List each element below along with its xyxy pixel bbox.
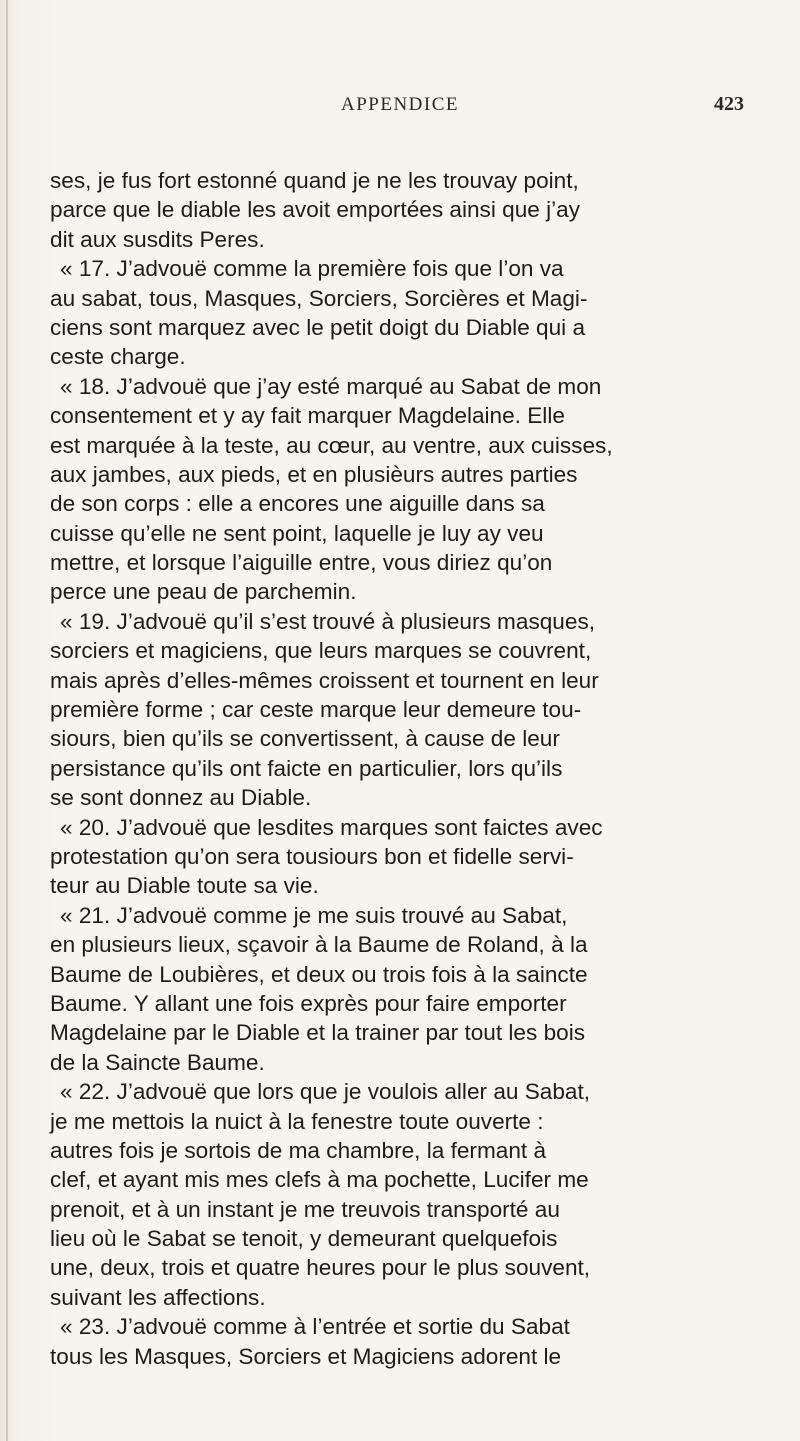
text-line: suivant les affections. — [50, 1284, 266, 1310]
text-line: tous les Masques, Sorciers et Magiciens adorent le — [50, 1343, 562, 1369]
text-line: ceste charge. — [50, 344, 186, 370]
text-line: prenoit, et à un instant je me treuvois transporté au — [50, 1196, 560, 1222]
text-line: persistance qu’ils ont faicte en particulier, lors qu’ils — [50, 755, 563, 781]
text-line: sorciers et magiciens, que leurs marques se couvrent, — [50, 638, 592, 664]
body-text — [50, 166, 772, 1371]
text-line: autres fois je sortois de ma chambre, la fermant à — [50, 1137, 547, 1163]
text-line: lieu où le Sabat se tenoit, y demeurant quelquefois — [50, 1226, 558, 1252]
text-line: siours, bien qu’ils se convertissent, à cause de leur — [50, 726, 560, 752]
text-line: ciens sont marquez avec le petit doigt du Diable qui a — [50, 314, 586, 340]
text-line: « 17. J’advouë comme la première fois que l’on va — [60, 256, 564, 282]
text-line: teur au Diable toute sa vie. — [50, 873, 319, 899]
text-line: en plusieurs lieux, sçavoir à la Baume de Roland, à la — [50, 932, 588, 958]
text-line: de son corps : elle a encores une aiguille dans sa — [50, 491, 545, 517]
running-title: APPENDICE — [340, 94, 459, 115]
text-line: au sabat, tous, Masques, Sorciers, Sorcières et Magi- — [50, 285, 588, 311]
text-line: « 23. J’advouë comme à l’entrée et sortie du Sabat — [60, 1314, 570, 1340]
text-line: je me mettois la nuict à la fenestre toute ouverte : — [50, 1108, 544, 1134]
text-line: dit aux susdits Peres. — [50, 226, 265, 252]
text-line: « 19. J’advouë qu’il s’est trouvé à plusieurs masques, — [60, 608, 596, 634]
text-line: Magdelaine par le Diable et la trainer par tout les bois — [50, 1020, 586, 1046]
text-line: se sont donnez au Diable. — [50, 785, 312, 811]
text-line: « 22. J’advouë que lors que je voulois aller au Sabat, — [60, 1079, 591, 1105]
text-line: « 18. J’advouë que j’ay esté marqué au Sabat de mon — [60, 373, 602, 399]
text-line: perce une peau de parchemin. — [50, 579, 357, 605]
text-line: Baume. Y allant une fois exprès pour faire emporter — [50, 990, 567, 1016]
text-line: mais après d’elles-mêmes croissent et tournent en leur — [50, 667, 599, 693]
running-head — [0, 94, 800, 124]
text-line: « 21. J’advouë comme je me suis trouvé au Sabat, — [60, 902, 568, 928]
text-line: est marquée à la teste, au cœur, au ventre, aux cuisses, — [50, 432, 613, 458]
text-line: cuisse qu’elle ne sent point, laquelle je luy ay veu — [50, 520, 544, 546]
text-line: de la Saincte Baume. — [50, 1049, 265, 1075]
text-line: « 20. J’advouë que lesdites marques sont faictes avec — [60, 814, 603, 840]
text-line: parce que le diable les avoit emportées ainsi que j’ay — [50, 197, 581, 223]
text-line: consentement et y ay fait marquer Magdelaine. Elle — [50, 403, 565, 429]
text-line: Baume de Loubières, et deux ou trois fois à la saincte — [50, 961, 588, 987]
text-line: aux jambes, aux pieds, et en plusièurs autres parties — [50, 461, 578, 487]
text-line: protestation qu’on sera tousiours bon et fidelle servi- — [50, 843, 574, 869]
text-line: mettre, et lorsque l’aiguille entre, vous diriez qu’on — [50, 550, 553, 576]
text-line: clef, et ayant mis mes clefs à ma pochette, Lucifer me — [50, 1167, 589, 1193]
text-line: ses, je fus fort estonné quand je ne les trouvay point, — [50, 168, 579, 193]
page-number: 423 — [714, 93, 744, 115]
text-line: première forme ; car ceste marque leur demeure tou- — [50, 697, 582, 723]
page-gutter — [6, 0, 8, 1441]
text-line: une, deux, trois et quatre heures pour le plus souvent, — [50, 1255, 591, 1281]
